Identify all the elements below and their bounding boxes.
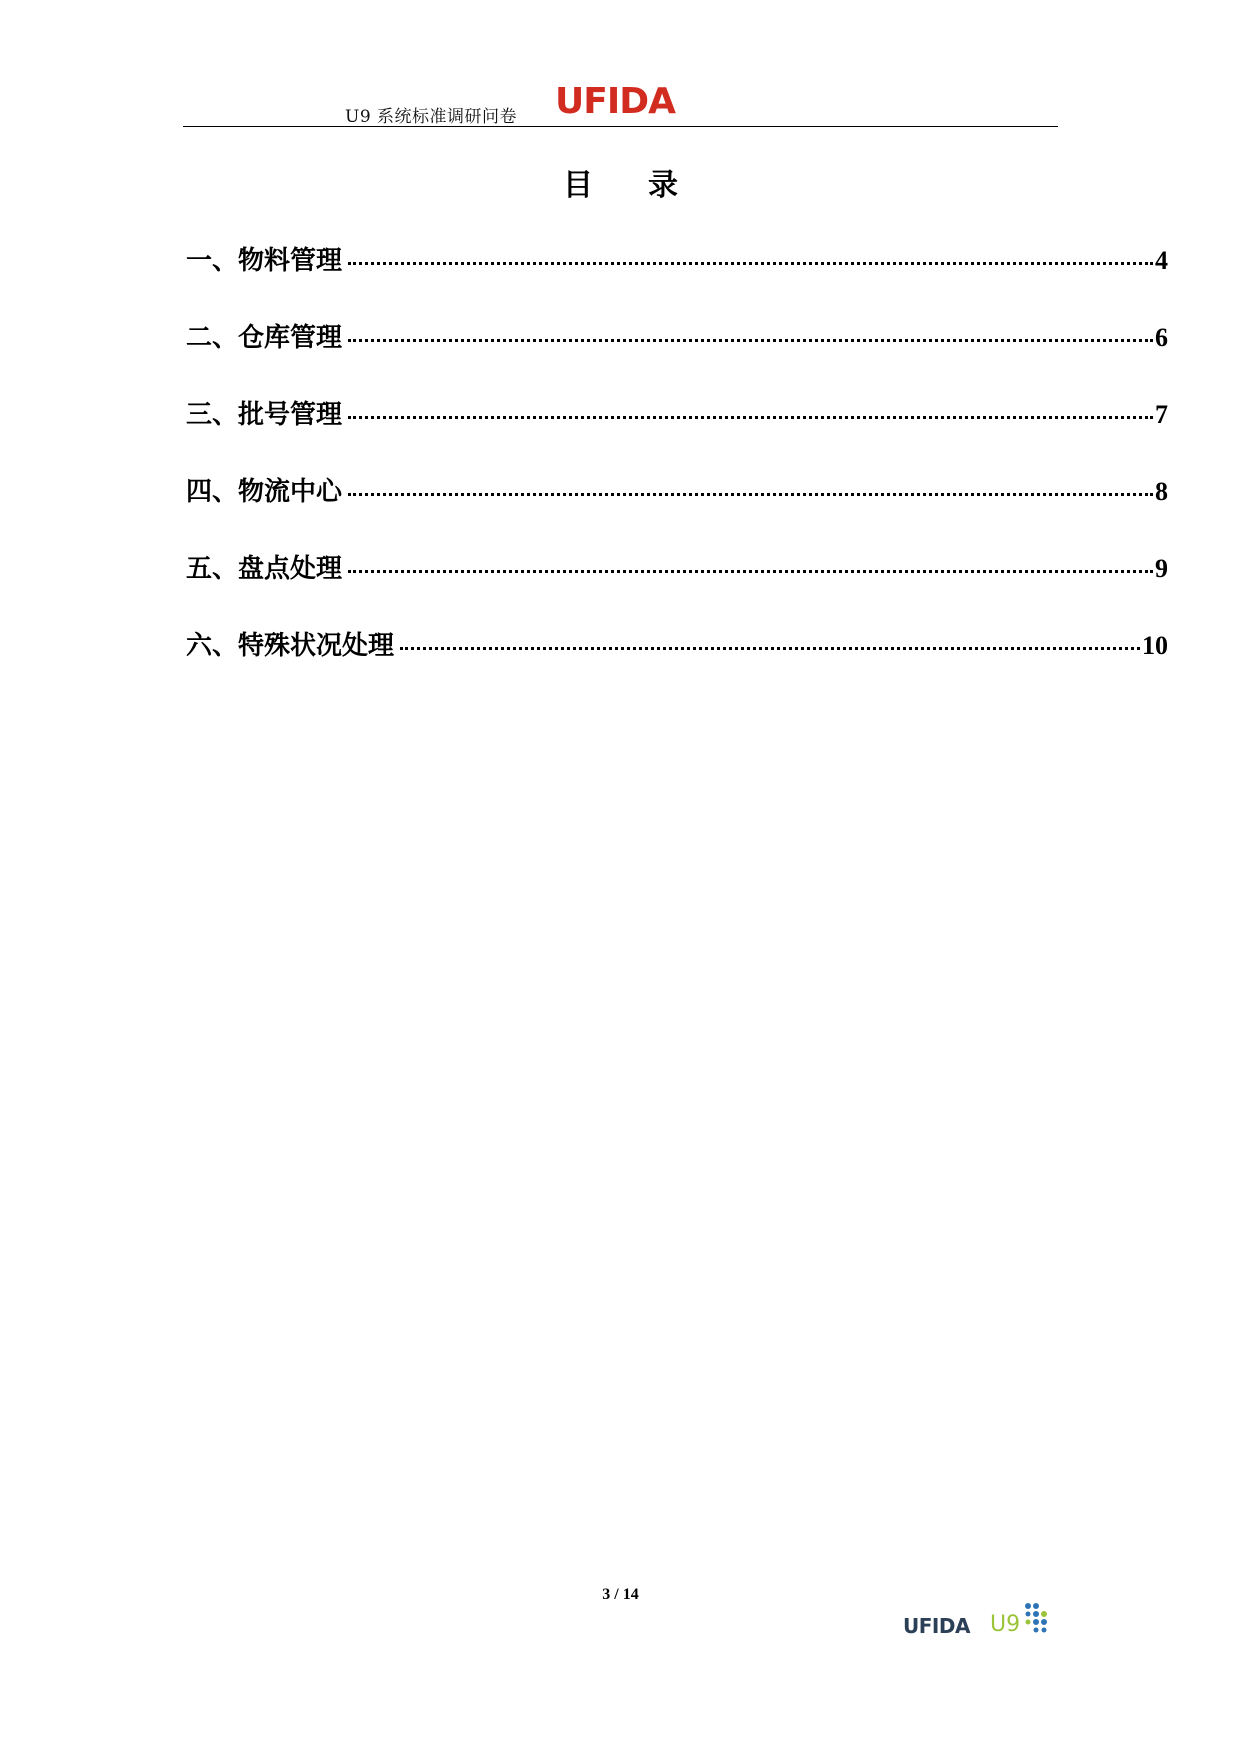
footer-brand-text: UFIDA [903, 1614, 970, 1638]
toc-entry-page[interactable]: 7 [1155, 400, 1168, 429]
toc-entry-label[interactable]: 六、特殊状况处理 [186, 631, 395, 661]
toc-entry-page[interactable]: 10 [1142, 631, 1168, 660]
toc-entry-label[interactable]: 三、批号管理 [186, 400, 343, 430]
page-header [183, 80, 1058, 127]
toc-entry[interactable] [186, 625, 1168, 702]
footer-product-text: U9 [990, 1612, 1021, 1637]
dot-leader [348, 338, 1153, 342]
toc-list [186, 240, 1168, 702]
dot-leader [348, 415, 1153, 419]
toc-entry[interactable] [186, 394, 1168, 471]
toc-entry-label[interactable]: 四、物流中心 [186, 477, 343, 507]
toc-entry[interactable] [186, 548, 1168, 625]
toc-entry[interactable] [186, 317, 1168, 394]
ufida-u9-logo [903, 1600, 1063, 1640]
dot-leader [348, 261, 1153, 265]
dot-leader [348, 492, 1153, 496]
ufida-logo: UFIDA [555, 81, 675, 122]
toc-entry[interactable] [186, 240, 1168, 317]
toc-heading-char-1: 目 [563, 168, 594, 203]
toc-heading [0, 160, 1241, 204]
toc-entry-label[interactable]: 一、物料管理 [186, 246, 343, 276]
toc-entry-label[interactable]: 二、仓库管理 [186, 323, 343, 353]
page-number: 3 / 14 [602, 1586, 639, 1603]
dots-icon [1022, 1602, 1052, 1636]
toc-entry-page[interactable]: 4 [1155, 246, 1168, 275]
toc-entry-page[interactable]: 8 [1155, 477, 1168, 506]
toc-heading-char-2: 录 [647, 168, 678, 203]
dot-leader [400, 646, 1140, 650]
toc-entry-label[interactable]: 五、盘点处理 [186, 554, 343, 584]
toc-entry-page[interactable]: 9 [1155, 554, 1168, 583]
toc-entry-page[interactable]: 6 [1155, 323, 1168, 352]
document-title: U9 系统标准调研问卷 [345, 107, 518, 127]
dot-leader [348, 569, 1153, 573]
toc-entry[interactable] [186, 471, 1168, 548]
